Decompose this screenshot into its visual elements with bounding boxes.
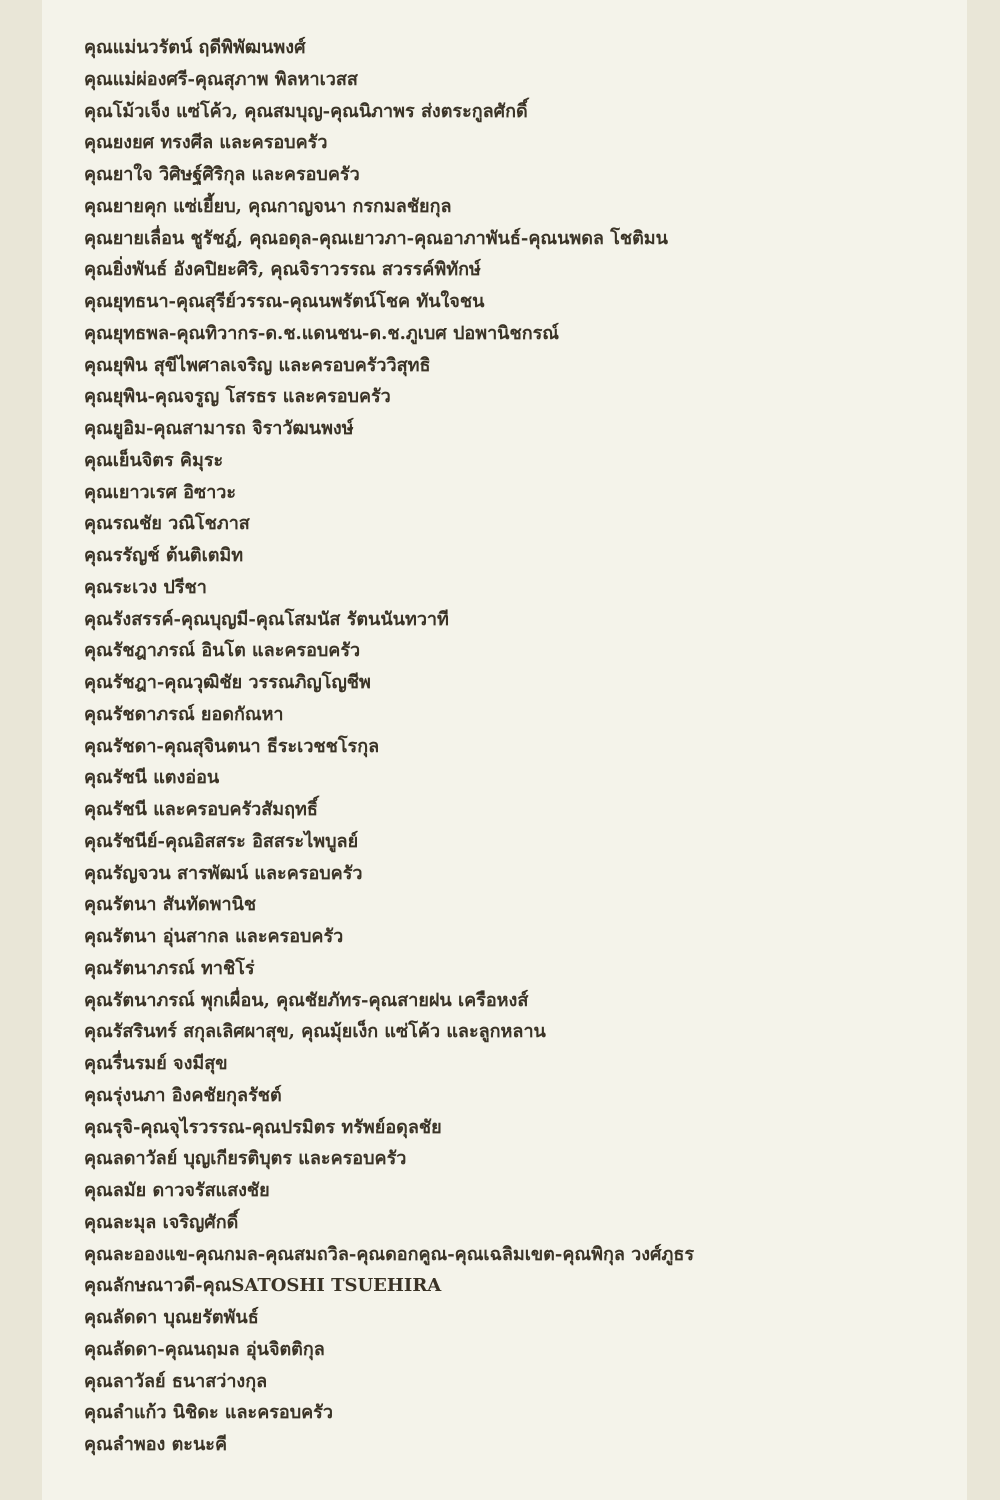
list-item: คุณรัสรินทร์ สกุลเลิศผาสุข, คุณมุ้ยเง็ก แซ่โค้ว และลูกหลาน <box>84 1021 546 1043</box>
list-item: คุณเยาวเรศ อิซาวะ <box>84 481 237 503</box>
list-item: คุณลักษณาวดี-คุณSATOSHI TSUEHIRA <box>84 1275 442 1297</box>
page-sheet <box>42 0 967 1500</box>
list-item: คุณแม่ผ่องศรี-คุณสุภาพ พิลหาเวสส <box>84 68 358 90</box>
list-item: คุณรัชดา-คุณสุจินตนา ธีระเวชชโรกุล <box>84 735 380 757</box>
list-item: คุณรังสรรค์-คุณบุญมี-คุณโสมนัส รัตนนันทวาที <box>84 608 449 630</box>
list-item: คุณระเวง ปรีชา <box>84 576 207 598</box>
list-item: คุณแม่นวรัตน์ ฤดีพิพัฒนพงศ์ <box>84 37 306 58</box>
list-item: คุณยงยศ ทรงศีล และครอบครัว <box>84 132 328 154</box>
list-item: คุณยูอิม-คุณสามารถ จิราวัฒนพงษ์ <box>84 418 354 439</box>
list-item: คุณยุพิน-คุณจรูญ โสรธร และครอบครัว <box>84 386 391 408</box>
list-item: คุณลดาวัลย์ บุญเกียรติบุตร และครอบครัว <box>84 1148 407 1170</box>
list-item: คุณลัดดา บุณยรัตพันธ์ <box>84 1307 259 1328</box>
list-item: คุณรัตนาภรณ์ ทาชิโร่ <box>84 957 255 979</box>
list-item: คุณรรัญช์ ต้นติเตมิท <box>84 545 244 566</box>
list-item: คุณยิ่งพันธ์ อังคปิยะศิริ, คุณจิราวรรณ สวรรค์พิทักษ์ <box>84 259 481 281</box>
list-item: คุณรัตนา อุ่นสากล และครอบครัว <box>84 926 344 947</box>
list-item: คุณลัดดา-คุณนฤมล อุ่นจิตติกุล <box>84 1338 325 1360</box>
list-item: คุณรุ่งนภา อิงคชัยกุลรัชต์ <box>84 1084 282 1106</box>
list-item: คุณรัชนี และครอบครัวสัมฤทธิ์ <box>84 799 318 820</box>
list-item: คุณละมุล เจริญศักดิ์ <box>84 1211 239 1233</box>
list-item: คุณรุจิ-คุณจุไรวรรณ-คุณปรมิตร ทรัพย์อดุลชัย <box>84 1116 442 1138</box>
list-item: คุณรัชฎา-คุณวุฒิชัย วรรณภิญโญชีพ <box>84 672 371 693</box>
list-item: คุณยาใจ วิศิษฐ์ศิริกุล และครอบครัว <box>84 164 360 185</box>
list-item: คุณโม้วเจ็ง แซ่โค้ว, คุณสมบุญ-คุณนิภาพร ส่งตระกูลศักดิ์ <box>84 100 528 122</box>
list-item: คุณรัตนา สันทัดพานิช <box>84 894 257 916</box>
list-item: คุณลาวัลย์ ธนาสว่างกุล <box>84 1370 268 1392</box>
list-item: คุณลำพอง ตะนะคี <box>84 1434 227 1455</box>
list-item: คุณรัชดาภรณ์ ยอดกัณหา <box>84 703 284 725</box>
donor-name-list <box>84 32 944 1461</box>
list-item: คุณรัชฎาภรณ์ อินโต และครอบครัว <box>84 640 361 662</box>
list-item: คุณรื่นรมย์ จงมีสุข <box>84 1053 228 1074</box>
list-item: คุณรณชัย วณิโชภาส <box>84 513 250 535</box>
list-item: คุณรัชนีย์-คุณอิสสระ อิสสระไพบูลย์ <box>84 830 359 852</box>
list-item: คุณละอองแข-คุณกมล-คุณสมถวิล-คุณดอกคูณ-คุณเฉลิมเขต-คุณพิกุล วงศ์ภูธร <box>84 1243 694 1265</box>
list-item: คุณยุทธพล-คุณทิวากร-ด.ช.แดนชน-ด.ช.ภูเบศ ปอพานิชกรณ์ <box>84 322 559 344</box>
list-item: คุณเย็นจิตร คิมุระ <box>84 449 224 471</box>
list-item: คุณยายคุก แซ่เยี้ยบ, คุณกาญจนา กรกมลชัยกุล <box>84 195 452 217</box>
list-item: คุณรัตนาภรณ์ พุกเผื่อน, คุณชัยภัทร-คุณสายฝน เครือหงส์ <box>84 989 529 1011</box>
list-item: คุณรัชนี แตงอ่อน <box>84 767 220 789</box>
list-item: คุณยายเลื่อน ชูรัชฎ์, คุณอดุล-คุณเยาวภา-คุณอาภาพันธ์-คุณนพดล โชติมน <box>84 227 668 249</box>
list-item: คุณลำแก้ว นิชิดะ และครอบครัว <box>84 1402 333 1424</box>
list-item: คุณรัญจวน สารพัฒน์ และครอบครัว <box>84 862 363 884</box>
list-item: คุณยุพิน สุขีไพศาลเจริญ และครอบครัววิสุทธิ <box>84 354 431 376</box>
list-item: คุณยุทธนา-คุณสุรีย์วรรณ-คุณนพรัตน์โชค ทันใจชน <box>84 291 485 312</box>
list-item: คุณลมัย ดาวจรัสแสงชัย <box>84 1180 270 1201</box>
